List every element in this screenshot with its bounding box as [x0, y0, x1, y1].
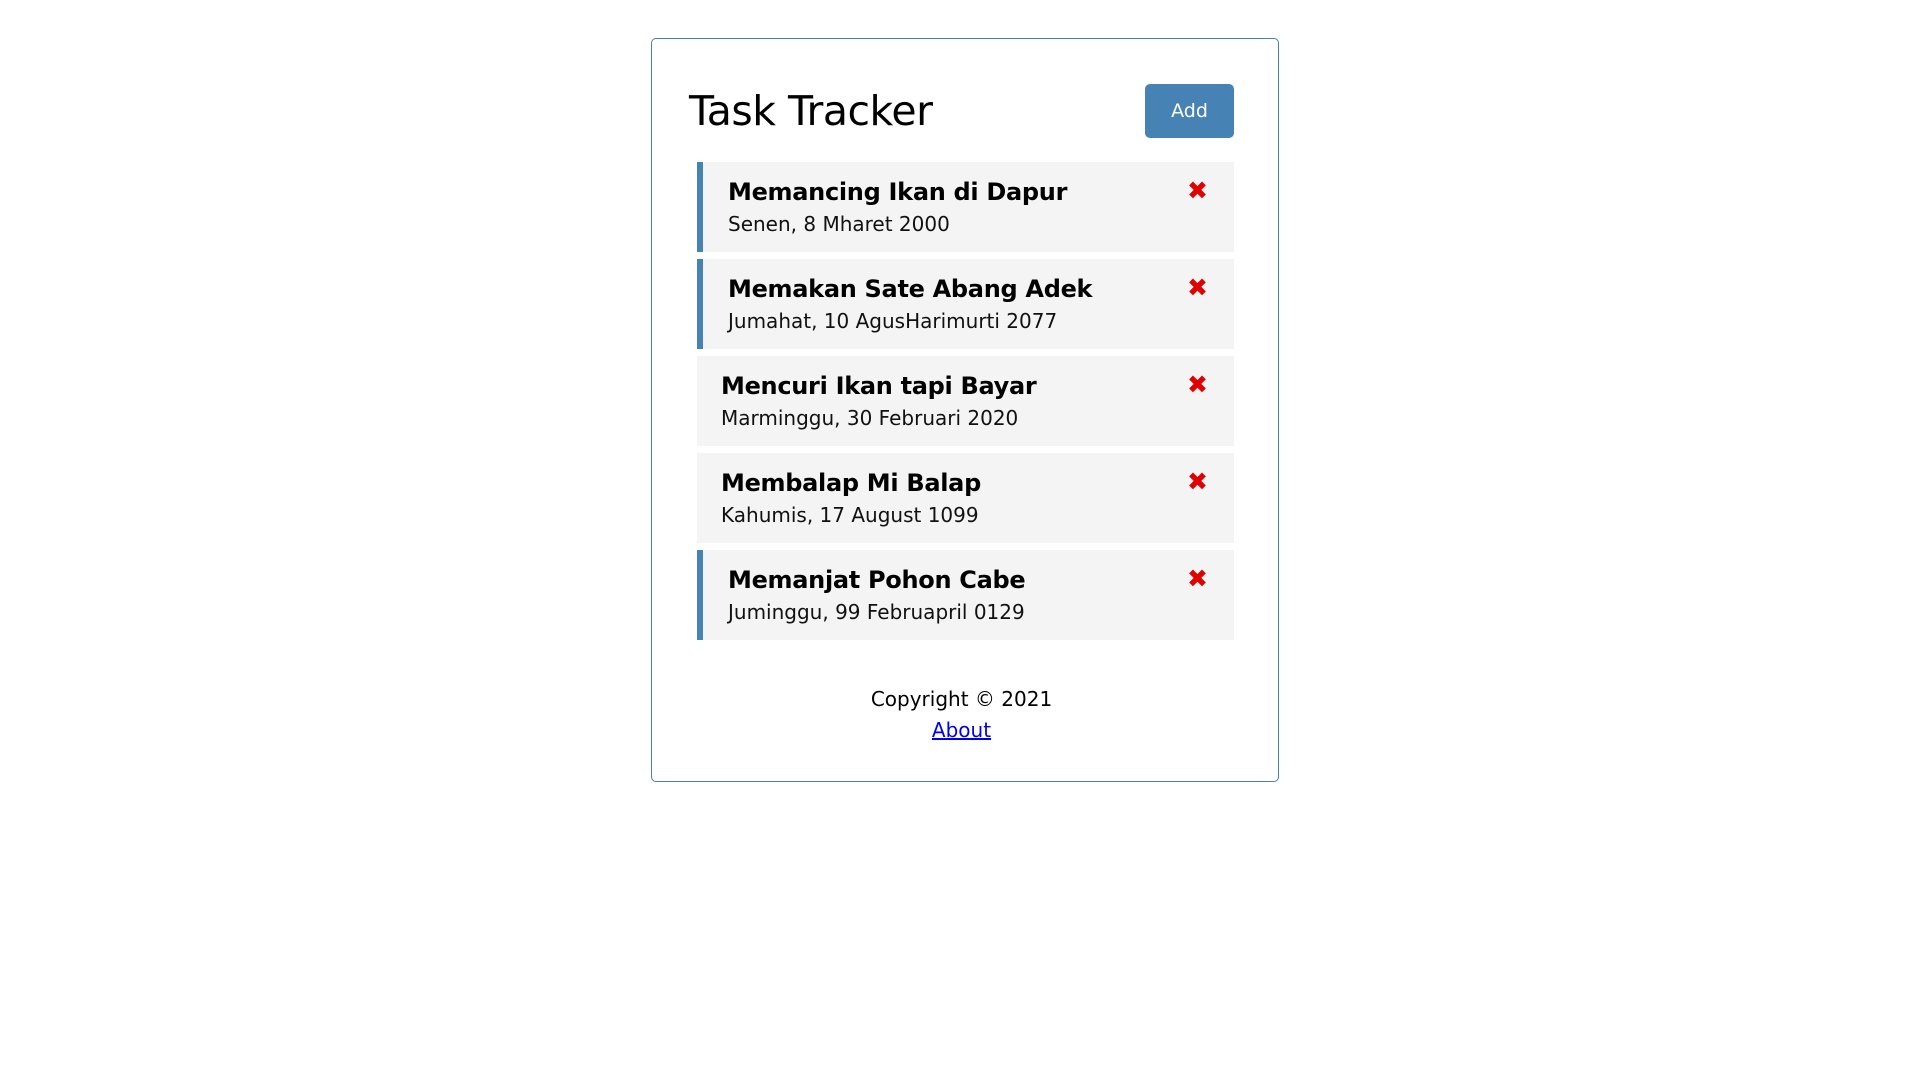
task-title: Memanjat Pohon Cabe	[728, 566, 1026, 594]
task-list	[697, 162, 1234, 640]
task-item[interactable]	[697, 453, 1234, 543]
task-title: Memancing Ikan di Dapur	[728, 178, 1068, 206]
header	[689, 83, 1234, 139]
task-title: Membalap Mi Balap	[721, 469, 981, 497]
close-icon[interactable]: ✖	[1187, 370, 1208, 399]
copyright-text: Copyright © 2021	[870, 687, 1053, 711]
close-icon[interactable]: ✖	[1187, 176, 1208, 205]
task-day: Kahumis, 17 August 1099	[721, 503, 979, 527]
about-link[interactable]: About	[931, 718, 992, 742]
footer	[689, 684, 1234, 746]
task-day: Marminggu, 30 Februari 2020	[721, 406, 1019, 430]
close-icon[interactable]: ✖	[1187, 467, 1208, 496]
task-tracker-container	[651, 38, 1279, 782]
task-day: Juminggu, 99 Februapril 0129	[728, 600, 1025, 624]
task-item[interactable]	[697, 162, 1234, 252]
page-title: Task Tracker	[689, 87, 933, 135]
task-day: Jumahat, 10 AgusHarimurti 2077	[728, 309, 1058, 333]
task-day: Senen, 8 Mharet 2000	[728, 212, 950, 236]
task-title: Memakan Sate Abang Adek	[728, 275, 1093, 303]
task-title: Mencuri Ikan tapi Bayar	[721, 372, 1037, 400]
task-item[interactable]	[697, 356, 1234, 446]
close-icon[interactable]: ✖	[1187, 564, 1208, 593]
add-button[interactable]: Add	[1145, 84, 1234, 138]
close-icon[interactable]: ✖	[1187, 273, 1208, 302]
task-item[interactable]	[697, 550, 1234, 640]
task-item[interactable]	[697, 259, 1234, 349]
